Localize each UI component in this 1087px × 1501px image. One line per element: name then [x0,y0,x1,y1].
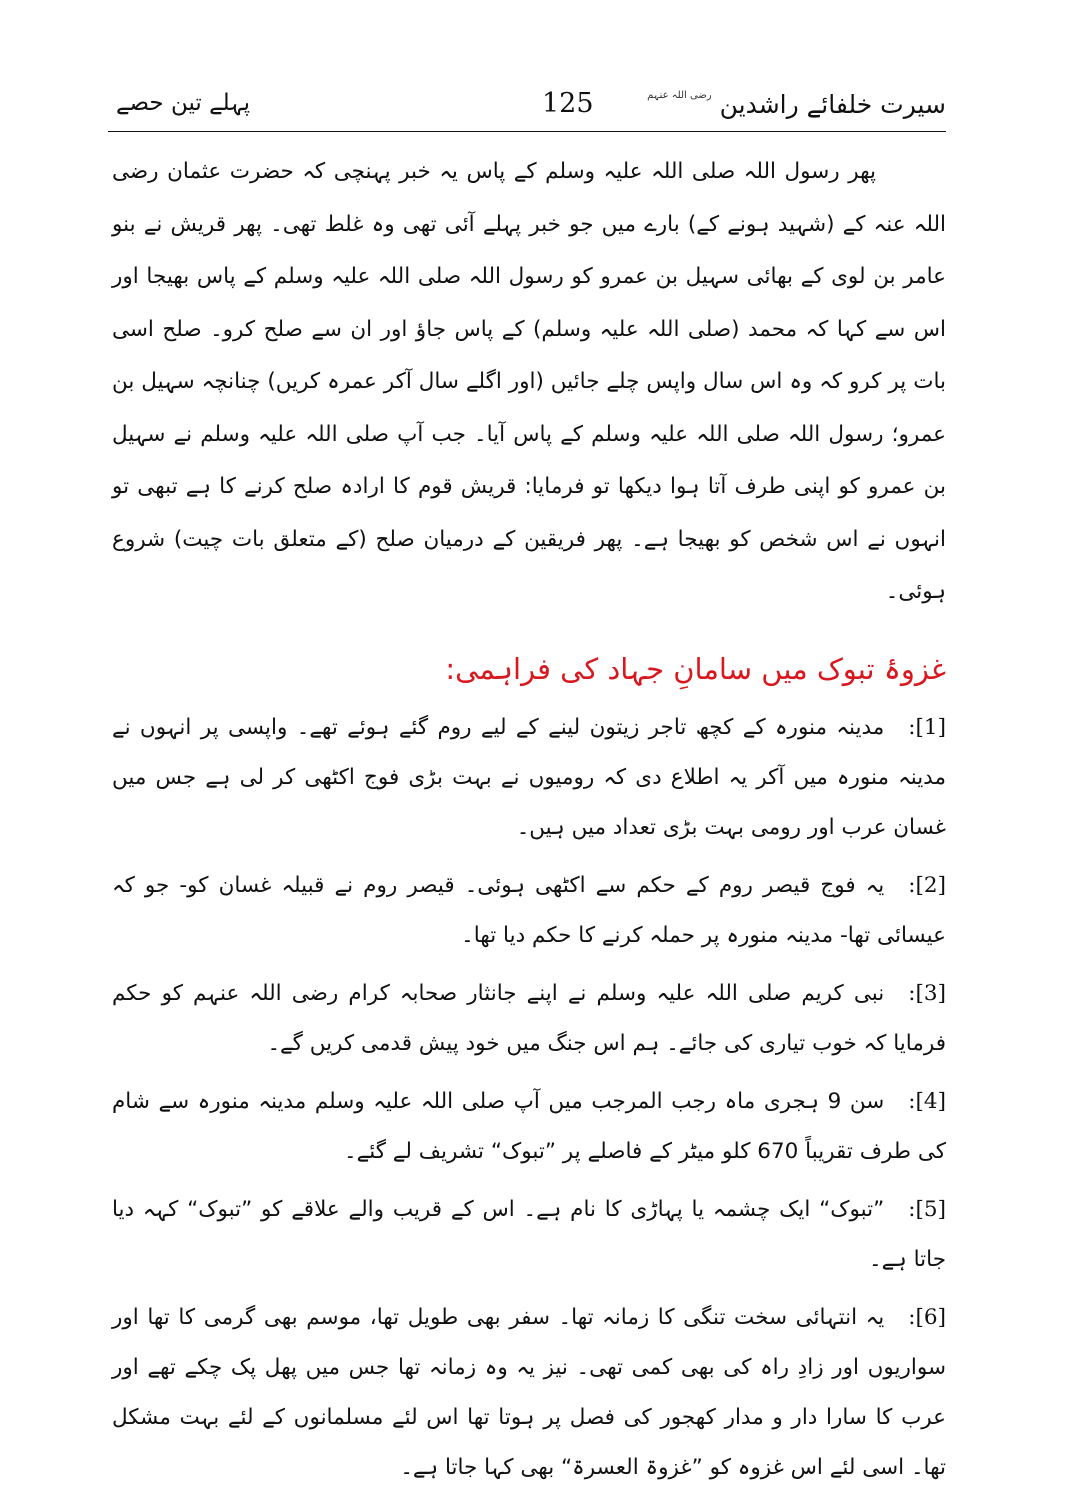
list-item-5 [112,1185,946,1285]
item-number: [3]: [908,980,946,1006]
item-number: [6]: [908,1304,946,1330]
item-number: [1]: [908,714,946,740]
item-number: [5]: [908,1196,946,1222]
honorific: رضی اللہ عنہم [647,90,712,101]
item-text: مدینہ منورہ کے کچھ تاجر زیتون لینے کے لیے روم گئے ہوئے تھے۔ واپسی پر انہوں نے مدینہ منورہ میں آکر یہ اطلاع دی کہ رومیوں نے بہت بڑی فوج اکٹھی کر لی ہے جس میں غسان عرب اور رومی بہت بڑی تعداد میں ہیں۔ [112,714,946,840]
list-item-1 [112,703,946,853]
list-item-2 [112,861,946,961]
section-label: پہلے تین حصے [116,90,251,116]
section-heading: غزوۂ تبوک میں سامانِ جہاد کی فراہمی: [445,651,946,686]
list-item-4 [112,1077,946,1177]
book-title: سیرت خلفائے راشدین [719,90,946,119]
page-number: 125 [542,88,594,119]
list-item-6 [112,1293,946,1493]
list-item-3 [112,969,946,1069]
running-title [647,90,946,119]
item-number: [2]: [908,872,946,898]
item-text: نبی کریم صلی اللہ علیہ وسلم نے اپنے جانثار صحابہ کرام رضی اللہ عنہم کو حکم فرمایا کہ خوب تیاری کی جائے۔ ہم اس جنگ میں خود پیش قدمی کریں گے۔ [112,980,946,1056]
item-number: [4]: [908,1088,946,1114]
page-body [112,146,946,1501]
intro-paragraph: پھر رسول اللہ صلی اللہ علیہ وسلم کے پاس یہ خبر پہنچی کہ حضرت عثمان رضی اللہ عنہ کے (شہید ہونے کے) بارے میں جو خبر پہلے آئی تھی وہ غلط تھی۔ پھر قریش نے بنو عامر بن لوی کے بھائی سہیل بن عمرو کو رسول اللہ صلی اللہ علیہ وسلم کے پاس بھیجا اور اس سے کہا کہ محمد (صلی اللہ علیہ وسلم) کے پاس جاؤ اور ان سے صلح کرو۔ صلح اسی بات پر کرو کہ وہ اس سال واپس چلے جائیں (اور اگلے سال آکر عمرہ کریں) چنانچہ سہیل بن عمرو؛ رسول اللہ صلی اللہ علیہ وسلم کے پاس آیا۔ جب آپ صلی اللہ علیہ وسلم نے سہیل بن عمرو کو اپنی طرف آتا ہوا دیکھا تو فرمایا: قریش قوم کا ارادہ صلح کرنے کا ہے تبھی تو انہوں نے اس شخص کو بھیجا ہے۔ پھر فریقین کے درمیان صلح (کے متعلق بات چیت) شروع ہوئی۔ [112,159,946,604]
header-divider [108,131,946,132]
item-text: سن 9 ہجری ماہ رجب المرجب میں آپ صلی اللہ علیہ وسلم مدینہ منورہ سے شام کی طرف تقریباً 670 کلو میٹر کے فاصلے پر ”تبوک“ تشریف لے گئے۔ [112,1088,946,1164]
page-header [108,84,946,126]
item-text: یہ فوج قیصر روم کے حکم سے اکٹھی ہوئی۔ قیصر روم نے قبیلہ غسان کو- جو کہ عیسائی تھا- مدینہ منورہ پر حملہ کرنے کا حکم دیا تھا۔ [112,872,946,948]
item-text: ”تبوک“ ایک چشمہ یا پہاڑی کا نام ہے۔ اس کے قریب والے علاقے کو ”تبوک“ کہہ دیا جاتا ہے۔ [112,1196,946,1272]
item-text: یہ انتہائی سخت تنگی کا زمانہ تھا۔ سفر بھی طویل تھا، موسم بھی گرمی کا تھا اور سواریوں اور زادِ راہ کی بھی کمی تھی۔ نیز یہ وہ زمانہ تھا جس میں پھل پک چکے تھے اور عرب کا سارا دار و مدار کھجور کی فصل پر ہوتا تھا اس لئے مسلمانوں کے لئے بہت مشکل تھا۔ اسی لئے اس غزوہ کو ”غزوۃ العسرۃ“ بھی کہا جاتا ہے۔ [112,1304,946,1480]
